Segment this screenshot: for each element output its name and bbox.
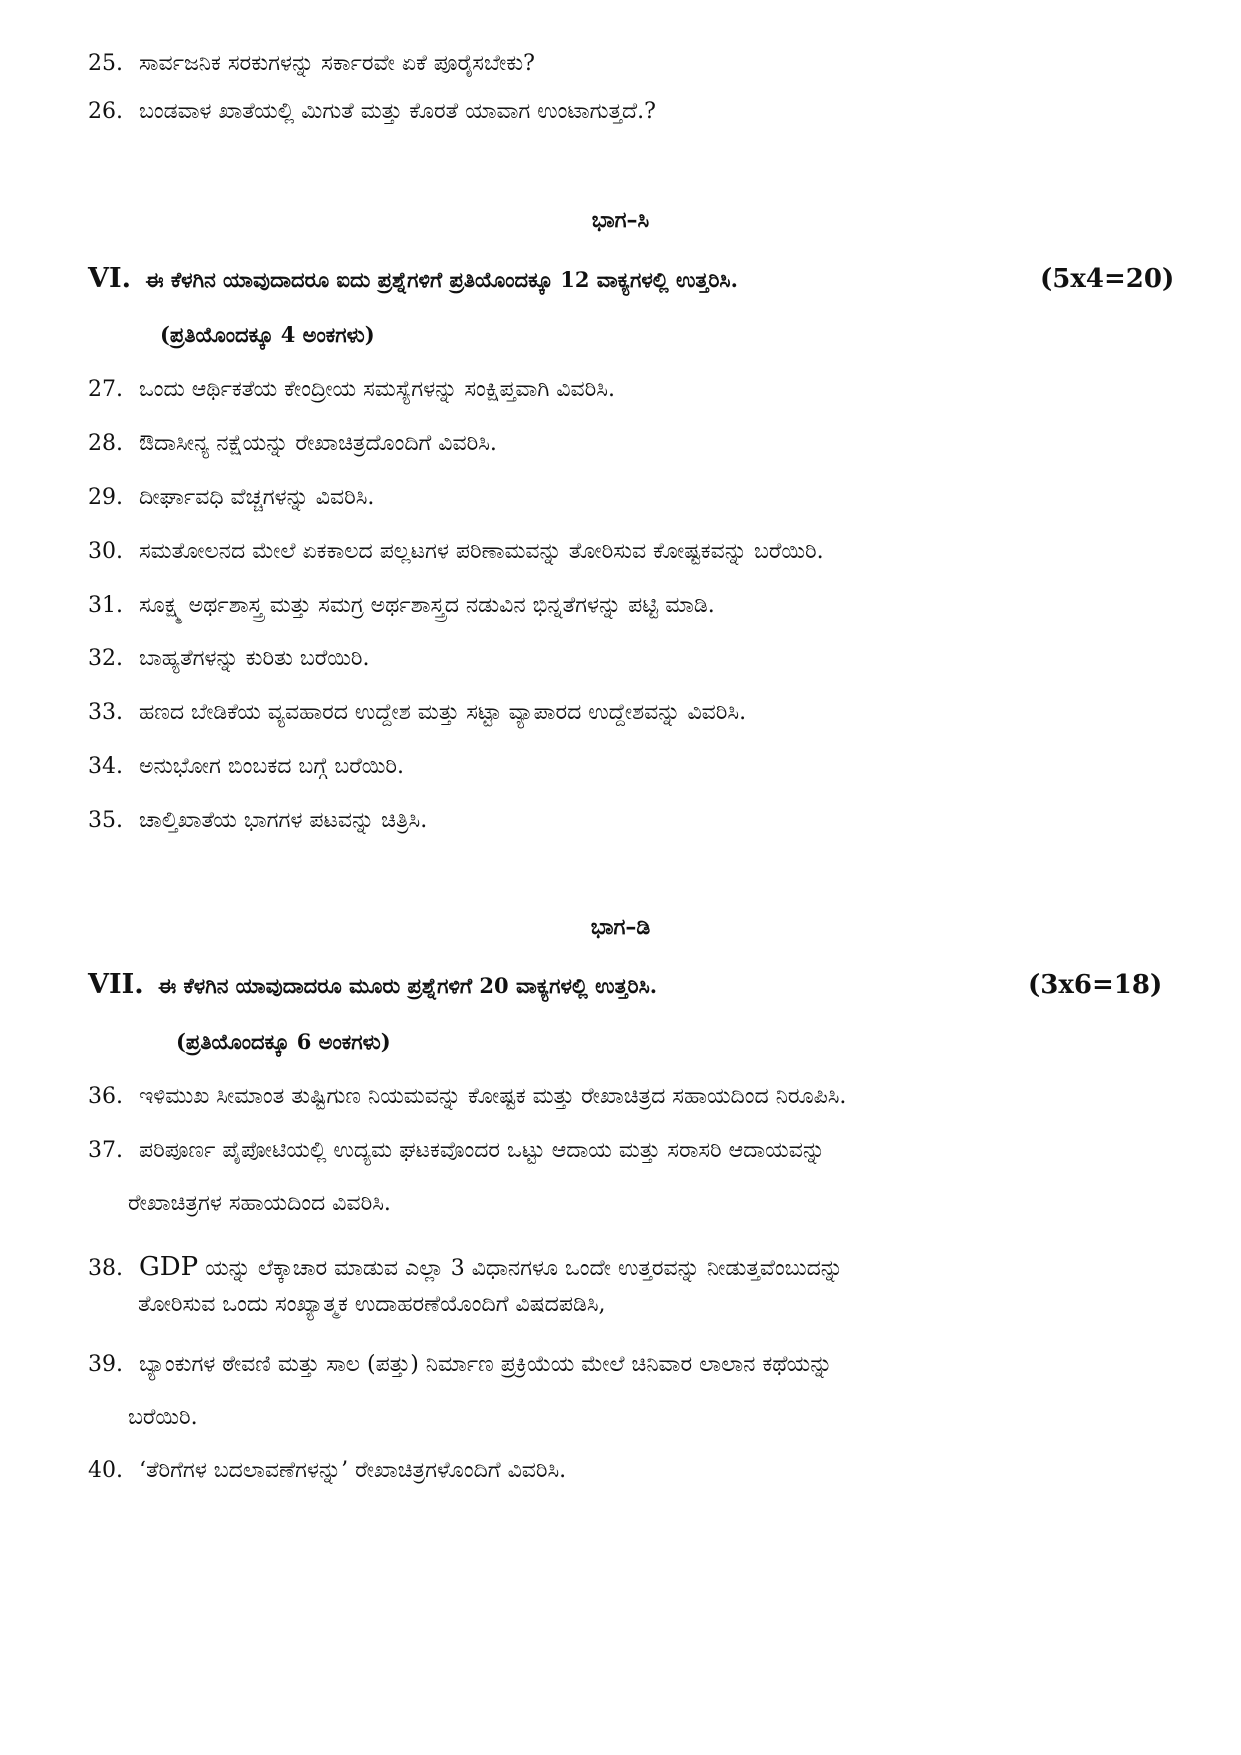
question-number: 34. (88, 754, 123, 779)
section-number: VII. (88, 969, 144, 1000)
section-vi-marks: (5x4=20) (1040, 264, 1175, 294)
question-33 (88, 698, 746, 728)
question-number: 32. (88, 646, 123, 671)
section-instruction: ಈ ಕೆಳಗಿನ ಯಾವುದಾದರೂ ಐದು ಪ್ರಶ್ನೆಗಳಿಗೆ ಪ್ರತಿಯೊಂದಕ್ಕೂ 12 ವಾಕ್ಯಗಳಲ್ಲಿ ಉತ್ತರಿಸಿ. (145, 267, 738, 292)
question-text: ಸಾರ್ವಜನಿಕ ಸರಕುಗಳನ್ನು ಸರ್ಕಾರವೇ ಏಕೆ ಪೂರೈಸಬೇಕು? (139, 51, 535, 76)
question-number: 35. (88, 808, 123, 833)
question-text: ಹಣದ ಬೇಡಿಕೆಯ ವ್ಯವಹಾರದ ಉದ್ದೇಶ ಮತ್ತು ಸಟ್ಟಾ ವ್ಯಾಪಾರದ ಉದ್ದೇಶವನ್ನು ವಿವರಿಸಿ. (139, 700, 747, 725)
question-31 (88, 591, 715, 621)
question-text: ದೀರ್ಘಾವಧಿ ವೆಚ್ಚಗಳನ್ನು ವಿವರಿಸಿ. (139, 485, 375, 510)
section-vi-subnote: (ಪ್ರತಿಯೊಂದಕ್ಕೂ 4 ಅಂಕಗಳು) (160, 322, 375, 347)
question-37-continued: ರೇಖಾಚಿತ್ರಗಳ ಸಹಾಯದಿಂದ ವಿವರಿಸಿ. (128, 1191, 391, 1216)
question-number: 26. (88, 99, 123, 124)
question-34 (88, 752, 404, 782)
question-text: ಅನುಭೋಗ ಬಿಂಬಕದ ಬಗ್ಗೆ ಬರೆಯಿರಿ. (139, 754, 405, 779)
question-27 (88, 375, 615, 405)
question-number: 36. (88, 1084, 123, 1109)
question-text: ಔದಾಸೀನ್ಯ ನಕ್ಷೆಯನ್ನು ರೇಖಾಚಿತ್ರದೊಂದಿಗೆ ವಿವರಿಸಿ. (139, 431, 497, 456)
question-text: ಯನ್ನು ಲೆಕ್ಕಾಚಾರ ಮಾಡುವ ಎಲ್ಲಾ 3 ವಿಧಾನಗಳೂ ಒಂದೇ ಉತ್ತರವನ್ನು ನೀಡುತ್ತವೆಂಬುದನ್ನು (205, 1256, 843, 1281)
question-number: 27. (88, 377, 123, 402)
question-30 (88, 537, 824, 567)
question-37 (88, 1136, 825, 1166)
question-26 (88, 97, 656, 127)
question-35 (88, 806, 427, 836)
question-text: ಬಂಡವಾಳ ಖಾತೆಯಲ್ಲಿ ಮಿಗುತೆ ಮತ್ತು ಕೊರತೆ ಯಾವಾಗ ಉಂಟಾಗುತ್ತದೆ.? (139, 99, 656, 124)
part-c-heading: ಭಾಗ–ಸಿ (591, 207, 650, 233)
question-28 (88, 429, 497, 459)
section-vi-instruction (88, 262, 738, 297)
question-number: 38. (88, 1256, 123, 1281)
question-text: ‘ತೆರಿಗೆಗಳ ಬದಲಾವಣೆಗಳನ್ನು’ ರೇಖಾಚಿತ್ರಗಳೊಂದಿಗೆ ವಿವರಿಸಿ. (139, 1458, 567, 1483)
question-text: ಸಮತೋಲನದ ಮೇಲೆ ಏಕಕಾಲದ ಪಲ್ಲಟಗಳ ಪರಿಣಾಮವನ್ನು ತೋರಿಸುವ ಕೋಷ್ಟಕವನ್ನು ಬರೆಯಿರಿ. (139, 539, 824, 564)
question-38-continued: ತೋರಿಸುವ ಒಂದು ಸಂಖ್ಯಾತ್ಮಕ ಉದಾಹರಣೆಯೊಂದಿಗೆ ವಿಷದಪಡಿಸಿ, (138, 1292, 606, 1317)
section-number: VI. (88, 263, 131, 294)
question-text: ಪರಿಪೂರ್ಣ ಪೈಪೋಟಿಯಲ್ಲಿ ಉದ್ಯಮ ಘಟಕವೊಂದರ ಒಟ್ಟು ಆದಾಯ ಮತ್ತು ಸರಾಸರಿ ಆದಾಯವನ್ನು (139, 1138, 826, 1163)
section-instruction: ಈ ಕೆಳಗಿನ ಯಾವುದಾದರೂ ಮೂರು ಪ್ರಶ್ನೆಗಳಿಗೆ 20 ವಾಕ್ಯಗಳಲ್ಲಿ ಉತ್ತರಿಸಿ. (157, 973, 658, 998)
question-number: 29. (88, 485, 123, 510)
question-39-continued: ಬರೆಯಿರಿ. (128, 1405, 198, 1430)
question-text: ಬ್ಯಾಂಕುಗಳ ಠೇವಣಿ ಮತ್ತು ಸಾಲ (ಪತ್ತು) ನಿರ್ಮಾಣ ಪ್ರಕ್ರಿಯೆಯ ಮೇಲೆ ಚಿನಿವಾರ ಲಾಲಾನ ಕಥೆಯನ್ನು (139, 1352, 833, 1377)
question-number: 37. (88, 1138, 123, 1163)
question-text: ಸೂಕ್ಷ್ಮ ಅರ್ಥಶಾಸ್ತ್ರ ಮತ್ತು ಸಮಗ್ರ ಅರ್ಥಶಾಸ್ತ್ರದ ನಡುವಿನ ಭಿನ್ನತೆಗಳನ್ನು ಪಟ್ಟಿ ಮಾಡಿ. (139, 593, 715, 618)
question-number: 33. (88, 700, 123, 725)
question-number: 39. (88, 1352, 123, 1377)
question-29 (88, 483, 374, 513)
question-32 (88, 644, 369, 674)
question-38 (88, 1252, 843, 1284)
gdp-term: GDP (139, 1252, 199, 1282)
section-vii-instruction (88, 968, 657, 1003)
question-text: ಬಾಹ್ಯತೆಗಳನ್ನು ಕುರಿತು ಬರೆಯಿರಿ. (139, 646, 370, 671)
question-40 (88, 1456, 566, 1486)
question-25 (88, 49, 535, 79)
section-vii-marks: (3x6=18) (1028, 970, 1163, 1000)
question-text: ಒಂದು ಆರ್ಥಿಕತೆಯ ಕೇಂದ್ರೀಯ ಸಮಸ್ಯೆಗಳನ್ನು ಸಂಕ್ಷಿಪ್ತವಾಗಿ ವಿವರಿಸಿ. (139, 377, 615, 402)
question-text: ಚಾಲ್ತಿಖಾತೆಯ ಭಾಗಗಳ ಪಟವನ್ನು ಚಿತ್ರಿಸಿ. (139, 808, 428, 833)
question-39 (88, 1350, 832, 1380)
question-36 (88, 1082, 846, 1112)
question-number: 30. (88, 539, 123, 564)
question-number: 40. (88, 1458, 123, 1483)
question-number: 25. (88, 51, 123, 76)
part-d-heading: ಭಾಗ–ಡಿ (590, 914, 651, 940)
question-number: 28. (88, 431, 123, 456)
question-number: 31. (88, 593, 123, 618)
question-text: ಇಳಿಮುಖ ಸೀಮಾಂತ ತುಷ್ಟಿಗುಣ ನಿಯಮವನ್ನು ಕೋಷ್ಟಕ ಮತ್ತು ರೇಖಾಚಿತ್ರದ ಸಹಾಯದಿಂದ ನಿರೂಪಿಸಿ. (139, 1084, 847, 1109)
section-vii-subnote: (ಪ್ರತಿಯೊಂದಕ್ಕೂ 6 ಅಂಕಗಳು) (176, 1029, 391, 1054)
